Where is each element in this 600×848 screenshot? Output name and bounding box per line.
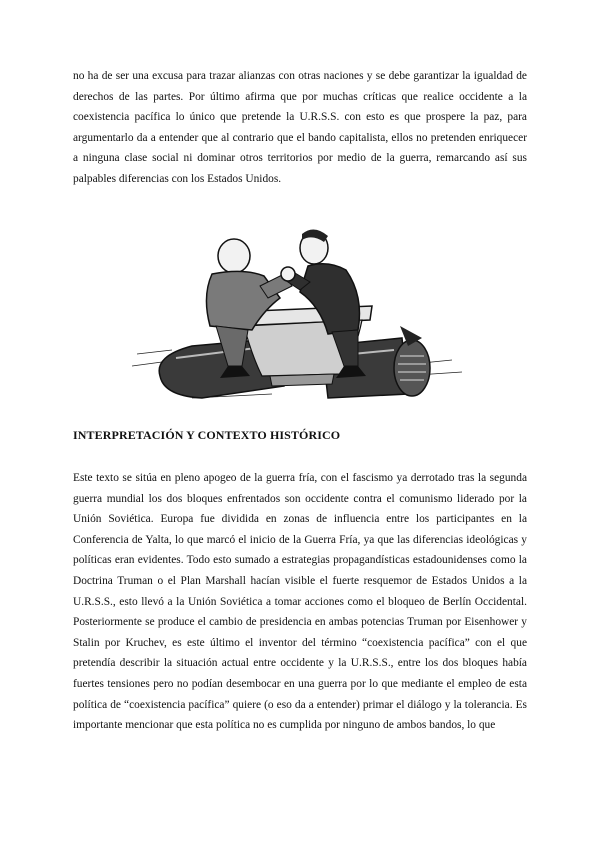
clasped-hands [281, 267, 295, 281]
arm-wrestling-cartoon [132, 226, 472, 411]
body-paragraph: no ha de ser una excusa para trazar alianzas con otras naciones y se debe garantizar la igualdad de derechos de las partes. Por último afirma que por muchas críticas que realice occidente a la coexistencia pacífica lo único que pretende la U.R.S.S. con esto es que prospere la paz, para argumentarlo da a entender que al contrario que el bando capitalista, ellos no pretenden enriquecer a ninguna clase social ni dominar otros territorios por medio de la guerra, remarcando así sus palpables diferencias con los Estados Unidos. [73, 70, 527, 185]
section-heading: INTERPRETACIÓN Y CONTEXTO HISTÓRICO [73, 428, 341, 442]
body-paragraph: Este texto se sitúa en pleno apogeo de la guerra fría, con el fascismo ya derrotado tras la segunda guerra mundial los dos bloques enfrentados son occidente contra el comunismo liderado por la Unión Soviética. Europa fue dividida en zonas de influencia entre los participantes en la Conferencia de Yalta, lo que marcó el inicio de la Guerra Fría, ya que las diferencias ideológicas y políticas eran evidentes. Todo esto sumado a estrategias propagandísticas estadounidenses como la Doctrina Truman o el Plan Marshall hacían visible el fuerte resquemor de Estados Unidos a la U.R.S.S., esto llevó a la Unión Soviética a tomar acciones como el bloqueo de Berlín Occidental. Posteriormente se produce el cambio de presidencia en ambas potencias Truman por Eisenhower y Stalin por Kruchev, es este último el inventor del término “coexistencia pacífica” con el que pretendía describir la situación actual entre occidente y la U.R.S.S., entre los dos bloques había fuertes tensiones pero no podían desembocar en una guerra por lo que mediante el empleo de esta política de “coexistencia pacífica” quiere (o eso da a entender) primar el diálogo y la tolerancia. Es importante mencionar que esta política no es cumplida por ninguno de ambos bandos, lo que [73, 472, 527, 732]
